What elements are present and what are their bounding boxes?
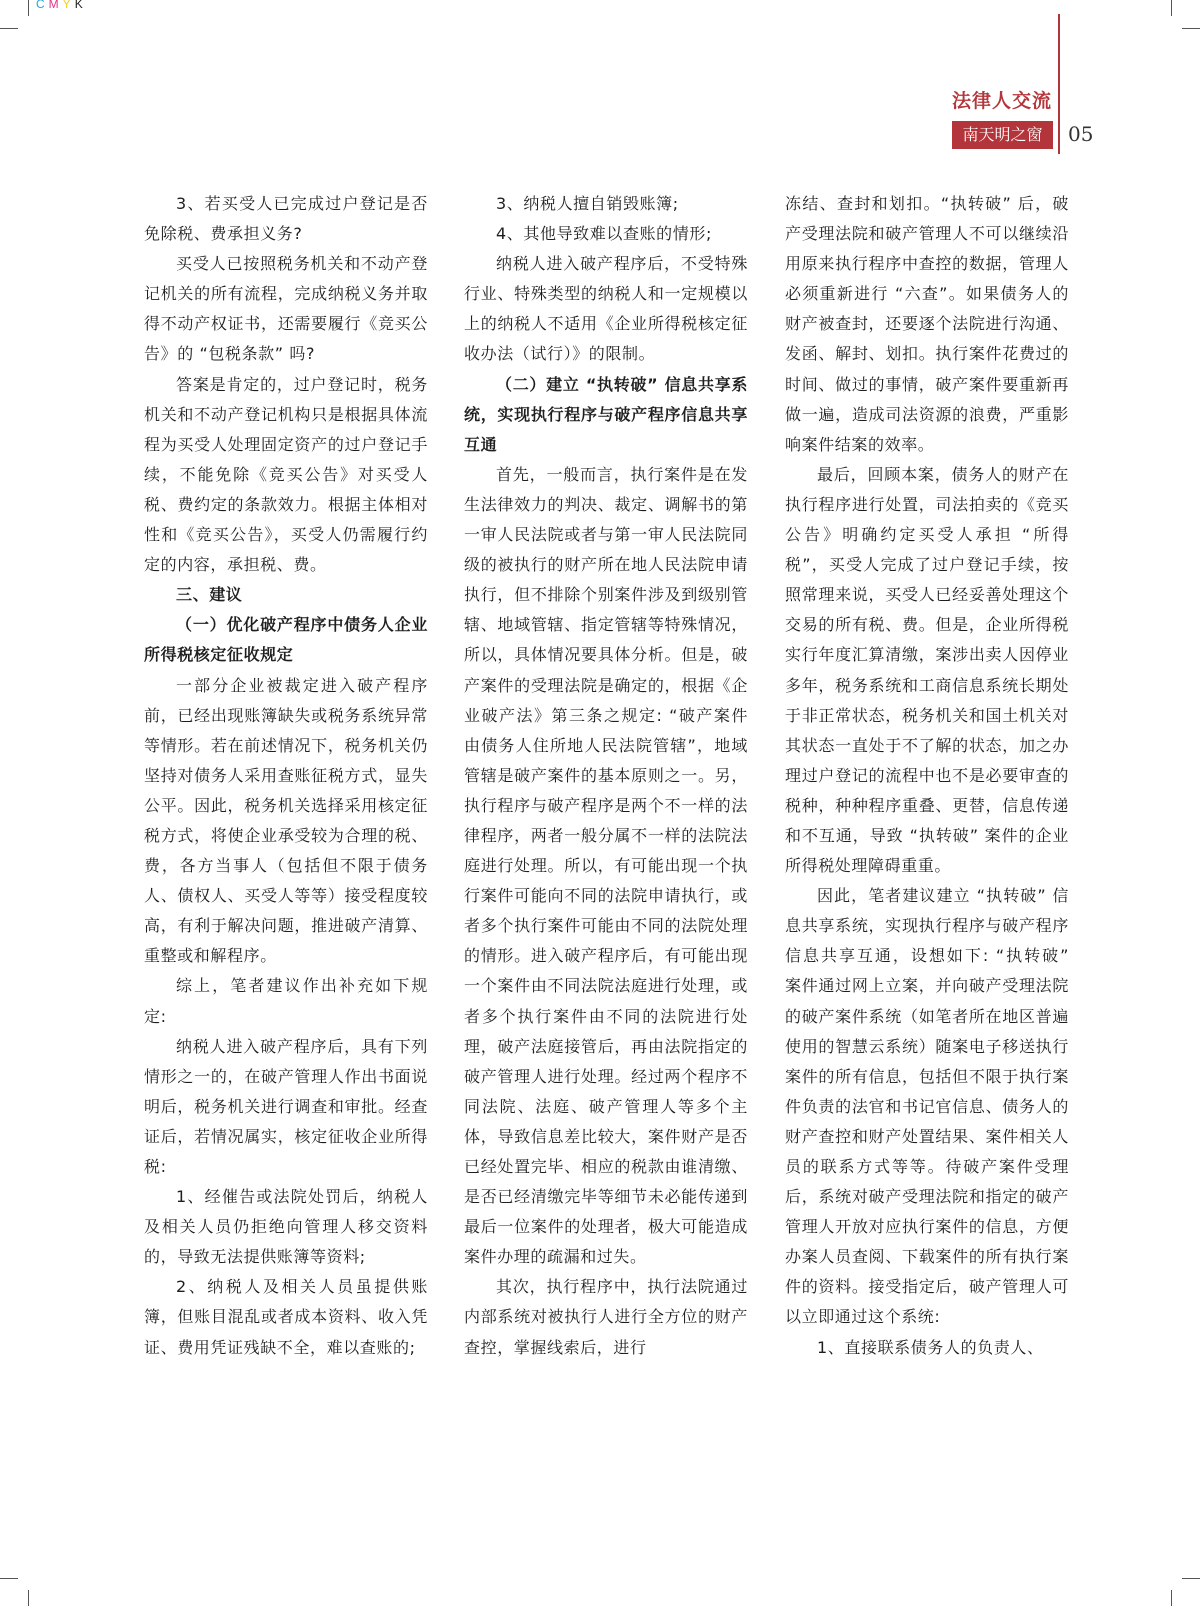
section-title: 法律人交流 — [951, 90, 1052, 112]
paragraph: 首先，一般而言，执行案件是在发生法律效力的判决、裁定、调解书的第一审人民法院或者与第一审人民法院同级的被执行的财产所在地人民法院申请执行，但不排除个别案件涉及到级别管辖、地域管辖、指定管辖等特殊情况，所以，具体情况要具体分析。但是，破产案件的受理法院是确定的，根据《企业破产法》第三条之规定: “破产案件由债务人住所地人民法院管辖”，地域管辖是破产案件的基本原则之一。另，执行程序与破产程序是两个不一样的法律程序，两者一般分属不一样的法院法庭进行处理。所以，有可能出现一个执行案件可能向不同的法院申请执行，或者多个执行案件可能由不同的法院处理的情形。进入破产程序后，有可能出现一个案件由不同法院法庭进行处理，或者多个执行案件由不同的法院进行处理，破产法庭接管后，再由法院指定的破产管理人进行处理。经过两个程序不同法院、法庭、破产管理人等多个主体，导致信息差比较大，案件财产是否已经处置完毕、相应的税款由谁清缴、是否已经清缴完毕等细节未必能传递到最后一位案件的处理者，极大可能造成案件办理的疏漏和过失。 — [464, 464, 748, 1267]
crop-mark-bottom-left-h — [0, 1578, 18, 1579]
crop-mark-bottom-right-v — [1171, 1590, 1172, 1606]
list-item: 2、纳税人及相关人员虽提供账簿，但账目混乱或者成本资料、收入凭证、费用凭证残缺不全，难以查账的; — [144, 1277, 428, 1357]
crop-mark-bottom-right-h — [1182, 1578, 1200, 1579]
paragraph: 其次，执行程序中，执行法院通过内部系统对被执行人进行全方位的财产查控，掌握线索后，进行 — [464, 1277, 748, 1357]
header-rule — [1058, 14, 1060, 154]
subsection-heading: （二）建立 “执转破” 信息共享系统，实现执行程序与破产程序信息共享互通 — [464, 374, 748, 454]
paragraph-continued: 冻结、查封和划扣。“执转破” 后，破产受理法院和破产管理人不可以继续沿用原来执行程序中查控的数据，管理人必须重新进行 “六查”。如果债务人的财产被查封，还要逐个法院进行沟通、发函、解封、划扣。执行案件花费过的时间、做过的事情，破产案件要重新再做一遍，造成司法资源的浪费，严重影响案件结案的效率。 — [785, 194, 1069, 454]
text-column-1 — [144, 189, 428, 1363]
list-item: 3、纳税人擅自销毁账簿; — [496, 194, 679, 213]
paragraph: 因此，笔者建议建立 “执转破” 信息共享系统，实现执行程序与破产程序信息共享互通，设想如下: “执转破” 案件通过网上立案，并向破产受理法院的破产案件系统（如笔者所在地区普遍使用的智慧云系统）随案电子移送执行案件的所有信息，包括但不限于执行案件负责的法官和书记官信息、债务人的财产查控和财产处置结果、案件相关人员的联系方式等等。待破产案件受理后，系统对破产受理法院和指定的破产管理人开放对应执行案件的信息，方便办案人员查阅、下载案件的所有执行案件的资料。接受指定后，破产管理人可以立即通过这个系统: — [785, 886, 1069, 1327]
paragraph: 买受人已按照税务机关和不动产登记机关的所有流程，完成纳税义务并取得不动产权证书，还需要履行《竞买公告》的 “包税条款” 吗? — [144, 254, 428, 364]
paragraph: 3、若买受人已完成过户登记是否免除税、费承担义务? — [144, 194, 428, 244]
crop-mark-top-left-v — [28, 0, 29, 16]
cmyk-k: K — [74, 0, 87, 11]
paragraph: 纳税人进入破产程序后，具有下列情形之一的，在破产管理人作出书面说明后，税务机关进行调查和审批。经查证后，若情况属实，核定征收企业所得税: — [144, 1036, 428, 1176]
paragraph: 答案是肯定的，过户登记时，税务机关和不动产登记机构只是根据具体流程为买受人处理固定资产的过户登记手续，不能免除《竞买公告》对买受人税、费约定的条款效力。根据主体相对性和《竞买公告》，买受人仍需履行约定的内容，承担税、费。 — [144, 374, 428, 575]
list-item: 4、其他导致难以查账的情形; — [496, 224, 712, 244]
text-column-2 — [464, 189, 748, 1363]
crop-mark-top-right-v — [1171, 0, 1172, 16]
column-name-badge: 南天明之窗 — [952, 121, 1053, 149]
paragraph: 纳税人进入破产程序后，不受特殊行业、特殊类型的纳税人和一定规模以上的纳税人不适用《企业所得税核定征收办法（试行）》的限制。 — [464, 254, 748, 364]
crop-mark-top-left-h — [0, 28, 18, 29]
section-heading: 三、建议 — [176, 585, 243, 605]
text-column-3 — [785, 189, 1069, 1363]
list-item: 1、经催告或法院处罚后，纳税人及相关人员仍拒绝向管理人移交资料的，导致无法提供账簿等资料; — [144, 1187, 428, 1267]
crop-mark-bottom-left-v — [28, 1590, 29, 1606]
paragraph: 最后，回顾本案，债务人的财产在执行程序进行处置，司法拍卖的《竞买公告》明确约定买受人承担 “所得税”，买受人完成了过户登记手续，按照常理来说，买受人已经妥善处理这个交易的所有税、费。但是，企业所得税实行年度汇算清缴，案涉出卖人因停业多年，税务系统和工商信息系统长期处于非正常状态，税务机关和国土机关对其状态一直处于不了解的状态，加之办理过户登记的流程中也不是必要审查的税种，种种程序重叠、更替，信息传递和不互通，导致 “执转破” 案件的企业所得税处理障碍重重。 — [785, 464, 1069, 876]
paragraph: 综上，笔者建议作出补充如下规定: — [144, 976, 428, 1026]
subsection-heading: （一）优化破产程序中债务人企业所得税核定征收规定 — [144, 615, 428, 665]
cmyk-c: C — [36, 0, 49, 11]
cmyk-registration-label — [36, 0, 87, 11]
paragraph: 一部分企业被裁定进入破产程序前，已经出现账簿缺失或税务系统异常等情形。若在前述情况下，税务机关仍坚持对债务人采用查账征税方式，显失公平。因此，税务机关选择采用核定征税方式，将使企业承受较为合理的税、费，各方当事人（包括但不限于债务人、债权人、买受人等等）接受程度较高，有利于解决问题，推进破产清算、重整或和解程序。 — [144, 675, 428, 966]
crop-mark-top-right-h — [1182, 28, 1200, 29]
cmyk-y: Y — [62, 0, 75, 11]
cmyk-m: M — [48, 0, 63, 11]
list-item: 1、直接联系债务人的负责人、 — [817, 1337, 1044, 1357]
page-number: 05 — [1068, 122, 1094, 146]
